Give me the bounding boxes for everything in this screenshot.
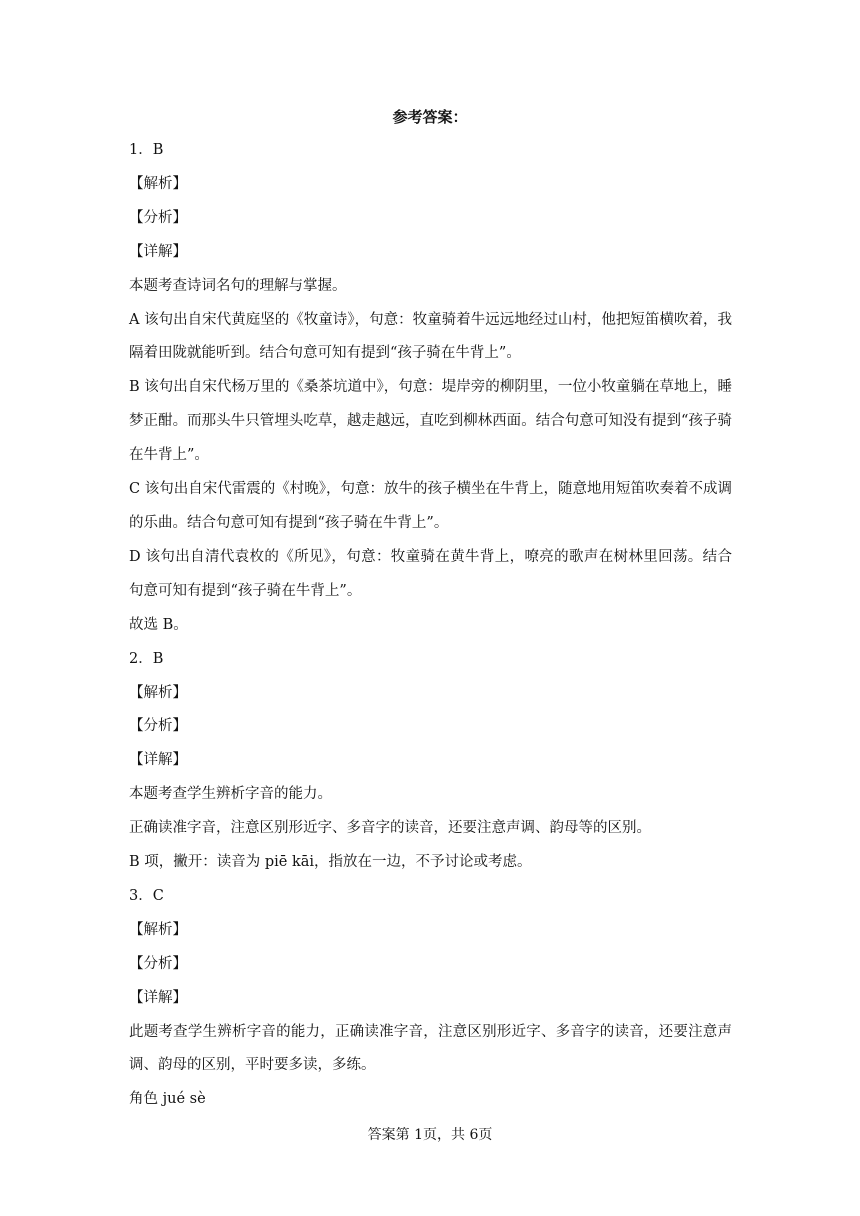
option-d-explanation: D 该句出自清代袁枚的《所见》，句意：牧童骑在黄牛背上，嘹亮的歌声在树林里回荡。结合句意可知有提到“孩子骑在牛背上”。 <box>129 548 732 599</box>
detail-heading: 【详解】 <box>129 989 187 1006</box>
paragraph: 角色 jué sè <box>129 1091 206 1108</box>
fenxi-heading: 【分析】 <box>129 718 187 735</box>
answer-number: 2．B <box>129 650 164 667</box>
answer-number: 1．B <box>129 142 164 158</box>
page-title: 参考答案： <box>392 108 468 126</box>
detail-heading: 【详解】 <box>129 752 187 769</box>
option-b-explanation: B 该句出自宋代杨万里的《桑茶坑道中》，句意：堤岸旁的柳阴里，一位小牧童躺在草地上，睡梦正酣。而那头牛只管埋头吃草，越走越远，直吃到柳林西面。结合句意可知没有提到“孩子骑在牛背上”。 <box>129 379 732 464</box>
analysis-heading: 【解析】 <box>129 175 187 192</box>
option-a-explanation: A 该句出自宋代黄庭坚的《牧童诗》，句意：牧童骑着牛远远地经过山村，他把短笛横吹着，我隔着田陇就能听到。结合句意可知有提到“孩子骑在牛背上”。 <box>129 311 732 362</box>
analysis-heading: 【解析】 <box>129 684 187 701</box>
answer-number: 3．C <box>129 887 164 904</box>
paragraph: 此题考查学生辨析字音的能力，正确读准字音，注意区别形近字、多音字的读音，还要注意声调、韵母的区别，平时要多读，多练。 <box>129 1023 732 1074</box>
page-footer: 答案第 1页，共 6页 <box>367 1127 493 1143</box>
fenxi-heading: 【分析】 <box>129 955 187 972</box>
paragraph: 正确读准字音，注意区别形近字、多音字的读音，还要注意声调、韵母等的区别。 <box>129 820 651 837</box>
paragraph: B 项，撇开：读音为 piē kāi，指放在一边，不予讨论或考虑。 <box>129 854 532 871</box>
paragraph: 本题考查诗词名句的理解与掌握。 <box>129 277 347 294</box>
conclusion: 故选 B。 <box>129 616 188 633</box>
fenxi-heading: 【分析】 <box>129 209 187 226</box>
answer-content <box>129 134 732 1117</box>
option-c-explanation: C 该句出自宋代雷震的《村晚》，句意：放牛的孩子横坐在牛背上，随意地用短笛吹奏着不成调的乐曲。结合句意可知有提到“孩子骑在牛背上”。 <box>129 481 732 531</box>
paragraph: 本题考查学生辨析字音的能力。 <box>129 786 332 803</box>
analysis-heading: 【解析】 <box>129 921 187 938</box>
detail-heading: 【详解】 <box>129 243 187 260</box>
